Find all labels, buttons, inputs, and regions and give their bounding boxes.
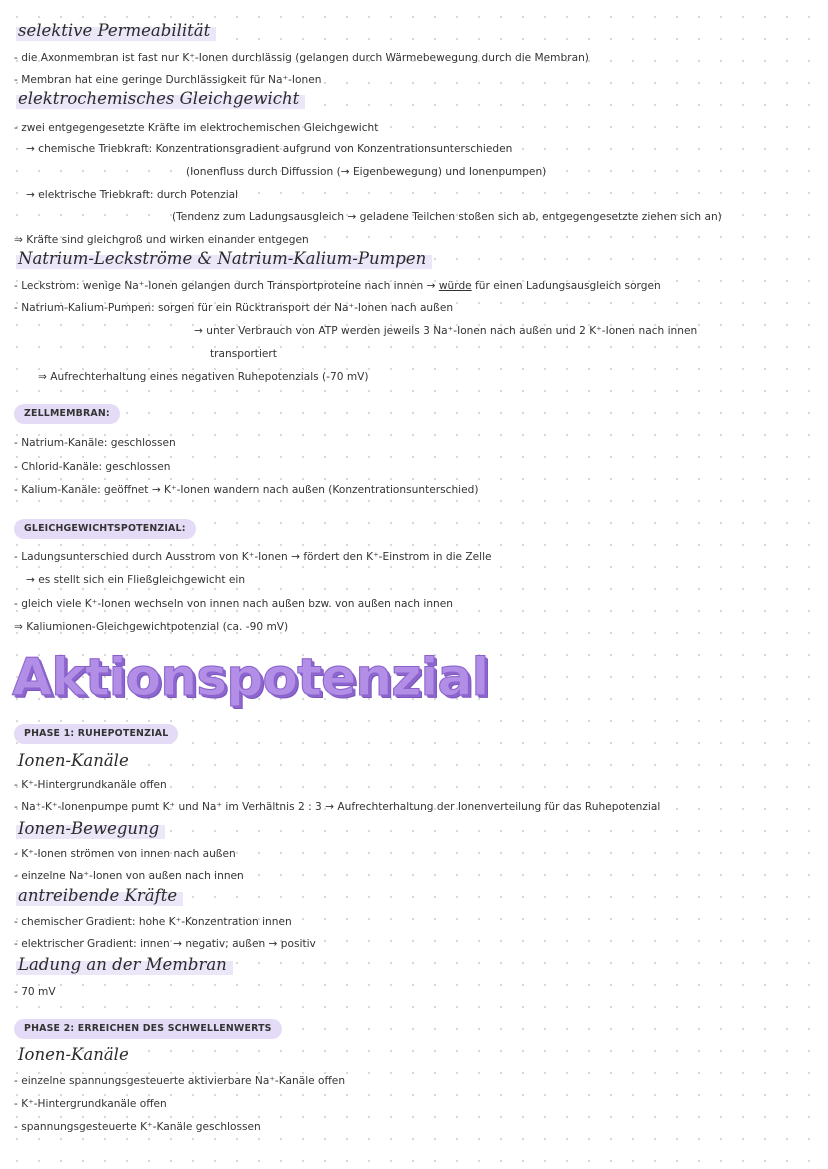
heading-ionen-bewegung: Ionen-Bewegung xyxy=(16,818,165,841)
text-line: - Natrium-Kanäle: geschlossen xyxy=(14,437,176,449)
text-line: ⇒ Kräfte sind gleichgroß und wirken einander entgegen xyxy=(14,234,309,246)
text-line: - die Axonmembran ist fast nur K⁺-Ionen durchlässig (gelangen durch Wärmebewegung durch die Membran) xyxy=(14,52,589,64)
underlined-word: würde xyxy=(438,280,472,292)
text-line: → chemische Triebkraft: Konzentrationsgradient aufgrund von Konzentrationsunterschieden xyxy=(26,143,513,155)
text-line: → unter Verbrauch von ATP werden jeweils 3 Na⁺-Ionen nach außen und 2 K⁺-Ionen nach innen xyxy=(194,325,698,337)
badge-phase-2: PHASE 2: ERREICHEN DES SCHWELLENWERTS xyxy=(14,1019,282,1039)
text-line: - K⁺-Ionen strömen von innen nach außen xyxy=(14,848,236,860)
text-line: - K⁺-Hintergrundkanäle offen xyxy=(14,1098,167,1110)
text-line: → es stellt sich ein Fließgleichgewicht ein xyxy=(26,574,246,586)
text-segment: - Leckstrom: wenige Na⁺-Ionen gelangen durch Transportproteine nach innen → xyxy=(14,280,439,292)
heading-natrium-leckstroeme: Natrium-Leckströme & Natrium-Kalium-Pumpen xyxy=(16,248,432,271)
text-line: - Natrium-Kalium-Pumpen: sorgen für ein Rücktransport der Na⁺-Ionen nach außen xyxy=(14,302,454,314)
text-line: - einzelne Na⁺-Ionen von außen nach innen xyxy=(14,870,244,882)
text-line: - elektrischer Gradient: innen → negativ; außen → positiv xyxy=(14,938,316,950)
text-line: (Ionenfluss durch Diffussion (→ Eigenbewegung) und Ionenpumpen) xyxy=(186,166,547,178)
text-line: ⇒ Aufrechterhaltung eines negativen Ruhepotenzials (-70 mV) xyxy=(38,371,369,383)
title-aktionspotenzial: Aktionspotenzial xyxy=(12,648,489,708)
heading-ionen-kanaele-phase-2: Ionen-Kanäle xyxy=(18,1045,129,1064)
text-line: transportiert xyxy=(210,348,277,360)
text-line: (Tendenz zum Ladungsausgleich → geladene Teilchen stoßen sich ab, entgegengesetzte ziehen sich an) xyxy=(172,211,722,223)
text-segment: für einen Ladungsausgleich sorgen xyxy=(471,280,661,292)
heading-elektrochemisches-gleichgewicht: elektrochemisches Gleichgewicht xyxy=(16,88,305,111)
text-line: - Ladungsunterschied durch Ausstrom von K⁺-Ionen → fördert den K⁺-Einstrom in die Zelle xyxy=(14,551,492,563)
text-line: - Na⁺-K⁺-Ionenpumpe pumt K⁺ und Na⁺ im Verhältnis 2 : 3 → Aufrechterhaltung der Ionenverteilung für das Ruhepotenzial xyxy=(14,801,661,813)
heading-ionen-kanaele: Ionen-Kanäle xyxy=(18,751,129,770)
heading-ladung-an-der-membran: Ladung an der Membran xyxy=(16,954,233,977)
badge-zellmembran: ZELLMEMBRAN: xyxy=(14,404,120,424)
text-line: → elektrische Triebkraft: durch Potenzial xyxy=(26,189,239,201)
text-line: - gleich viele K⁺-Ionen wechseln von innen nach außen bzw. von außen nach innen xyxy=(14,598,453,610)
text-line: - Membran hat eine geringe Durchlässigkeit für Na⁺-Ionen xyxy=(14,74,322,86)
text-line: - 70 mV xyxy=(14,986,56,998)
text-line: - chemischer Gradient: hohe K⁺-Konzentration innen xyxy=(14,916,292,928)
text-line: - einzelne spannungsgesteuerte aktivierbare Na⁺-Kanäle offen xyxy=(14,1075,346,1087)
text-line: - zwei entgegengesetzte Kräfte im elektrochemischen Gleichgewicht xyxy=(14,122,379,134)
text-line: - Kalium-Kanäle: geöffnet → K⁺-Ionen wandern nach außen (Konzentrationsunterschied) xyxy=(14,484,479,496)
text-line: ⇒ Kaliumionen-Gleichgewichtpotenzial (ca. -90 mV) xyxy=(14,621,289,633)
text-line xyxy=(14,279,661,294)
badge-phase-1: PHASE 1: RUHEPOTENZIAL xyxy=(14,724,178,744)
heading-antreibende-kraefte: antreibende Kräfte xyxy=(16,885,183,908)
text-line: - spannungsgesteuerte K⁺-Kanäle geschlossen xyxy=(14,1121,261,1133)
text-line: - Chlorid-Kanäle: geschlossen xyxy=(14,461,171,473)
badge-gleichgewichtspotenzial: GLEICHGEWICHTSPOTENZIAL: xyxy=(14,519,196,539)
heading-selektive-permeabilitaet: selektive Permeabilität xyxy=(16,20,216,43)
text-line: - K⁺-Hintergrundkanäle offen xyxy=(14,779,167,791)
